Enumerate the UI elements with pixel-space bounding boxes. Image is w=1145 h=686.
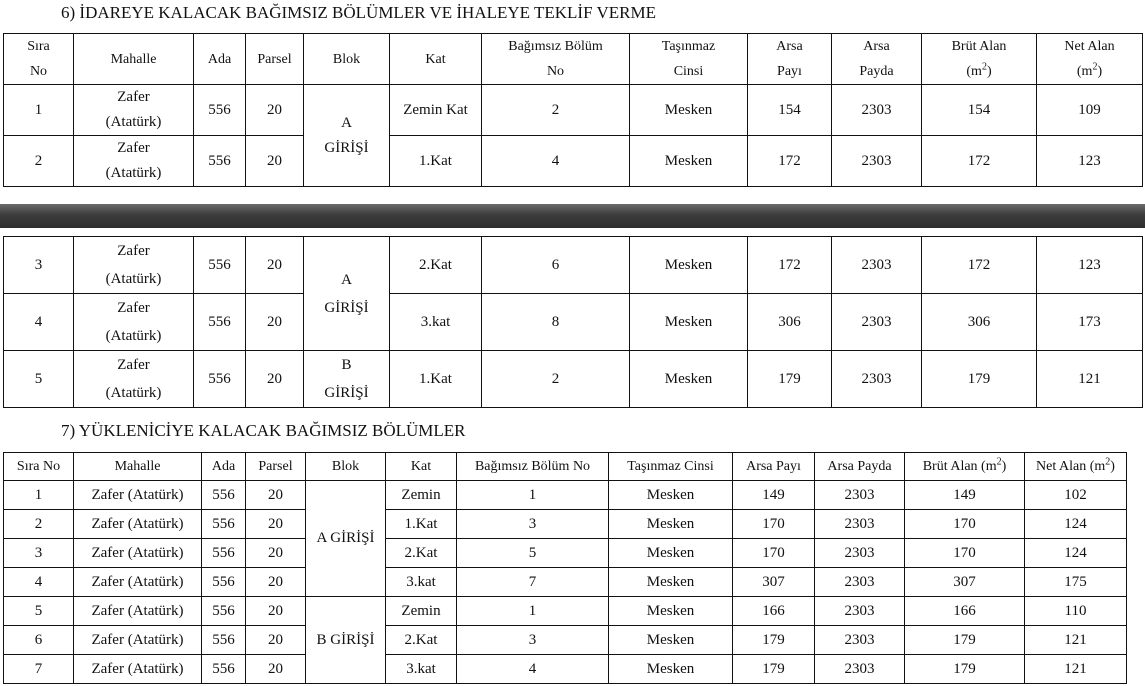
cell-mahalle: Zafer (Atatürk) <box>74 655 202 684</box>
cell-ada: 556 <box>194 237 246 294</box>
table-header-row <box>4 34 1143 85</box>
cell-mahalle: Zafer (Atatürk) <box>74 626 202 655</box>
cell-arsa-payda: 2303 <box>815 597 905 626</box>
section-6-table-part-1 <box>3 33 1143 187</box>
cell-sira: 2 <box>4 510 74 539</box>
cell-brut-alan: 179 <box>905 655 1025 684</box>
cell-cins: Mesken <box>609 626 733 655</box>
cell-bagimsiz-bolum: 3 <box>457 510 609 539</box>
cell-parsel: 20 <box>246 85 304 136</box>
cell-arsa-payi: 179 <box>748 351 832 408</box>
cell-cins: Mesken <box>630 294 748 351</box>
cell-mahalle: Zafer (Atatürk) <box>74 597 202 626</box>
cell-cins: Mesken <box>609 510 733 539</box>
cell-bagimsiz-bolum: 3 <box>457 626 609 655</box>
cell-sira: 1 <box>4 85 74 136</box>
cell-ada: 556 <box>194 85 246 136</box>
col-header-brut-alan: Brüt Alan $(m^2)$ <box>922 34 1037 85</box>
section-6-table-part-2 <box>3 236 1143 408</box>
col-header-sira: Sıra No <box>4 453 74 481</box>
cell-ada: 556 <box>202 539 246 568</box>
cell-parsel: 20 <box>246 294 304 351</box>
cell-sira: 5 <box>4 597 74 626</box>
cell-sira: 4 <box>4 294 74 351</box>
cell-sira: 7 <box>4 655 74 684</box>
cell-blok-a: A GİRİŞİ <box>304 237 390 351</box>
cell-arsa-payda: 2303 <box>832 136 922 187</box>
cell-brut-alan: 306 <box>922 294 1037 351</box>
cell-arsa-payi: 307 <box>733 568 815 597</box>
cell-blok-a: A GİRİŞİ <box>306 481 386 597</box>
section-6-title: 6) İDAREYE KALACAK BAĞIMSIZ BÖLÜMLER VE İHALEYE TEKLİF VERME <box>61 3 656 22</box>
col-header-bagimsiz-bolum: Bağımsız Bölüm No <box>457 453 609 481</box>
cell-cins: Mesken <box>609 568 733 597</box>
cell-arsa-payi: 179 <box>733 626 815 655</box>
cell-ada: 556 <box>194 294 246 351</box>
col-header-arsa-payda: Arsa Payda <box>815 453 905 481</box>
cell-net-alan: 109 <box>1037 85 1143 136</box>
cell-bagimsiz-bolum: 2 <box>482 85 630 136</box>
cell-arsa-payi: 179 <box>733 655 815 684</box>
cell-cins: Mesken <box>630 85 748 136</box>
table-row <box>4 294 1143 351</box>
cell-brut-alan: 307 <box>905 568 1025 597</box>
table-row <box>4 655 1127 684</box>
cell-arsa-payi: 166 <box>733 597 815 626</box>
col-header-ada: Ada <box>194 34 246 85</box>
table-row <box>4 510 1127 539</box>
cell-mahalle: Zafer (Atatürk) <box>74 85 194 136</box>
cell-mahalle: Zafer (Atatürk) <box>74 568 202 597</box>
col-header-ada: Ada <box>202 453 246 481</box>
cell-net-alan: 121 <box>1037 351 1143 408</box>
cell-ada: 556 <box>202 655 246 684</box>
col-header-bagimsiz-bolum: Bağımsız Bölüm No <box>482 34 630 85</box>
col-header-blok: Blok <box>306 453 386 481</box>
cell-bagimsiz-bolum: 4 <box>482 136 630 187</box>
cell-net-alan: 124 <box>1025 510 1127 539</box>
cell-arsa-payi: 154 <box>748 85 832 136</box>
col-header-kat: Kat <box>386 453 457 481</box>
table-row <box>4 481 1127 510</box>
cell-net-alan: 102 <box>1025 481 1127 510</box>
cell-parsel: 20 <box>246 655 306 684</box>
cell-parsel: 20 <box>246 136 304 187</box>
cell-mahalle: Zafer (Atatürk) <box>74 481 202 510</box>
col-header-arsa-payi: Arsa Payı <box>748 34 832 85</box>
cell-parsel: 20 <box>246 539 306 568</box>
cell-bagimsiz-bolum: 2 <box>482 351 630 408</box>
cell-blok-a: A GİRİŞİ <box>304 85 390 187</box>
col-header-arsa-payda: Arsa Payda <box>832 34 922 85</box>
cell-brut-alan: 170 <box>905 510 1025 539</box>
cell-brut-alan: 179 <box>922 351 1037 408</box>
col-header-tasinmaz-cinsi: Taşınmaz Cinsi <box>630 34 748 85</box>
cell-arsa-payi: 170 <box>733 510 815 539</box>
cell-kat: Zemin <box>386 597 457 626</box>
section-7-table <box>3 452 1127 684</box>
cell-parsel: 20 <box>246 568 306 597</box>
cell-brut-alan: 149 <box>905 481 1025 510</box>
cell-net-alan: 121 <box>1025 626 1127 655</box>
cell-bagimsiz-bolum: 1 <box>457 597 609 626</box>
cell-arsa-payda: 2303 <box>815 655 905 684</box>
cell-kat: 2.Kat <box>386 539 457 568</box>
cell-arsa-payi: 172 <box>748 237 832 294</box>
cell-mahalle: Zafer (Atatürk) <box>74 539 202 568</box>
cell-parsel: 20 <box>246 626 306 655</box>
cell-arsa-payda: 2303 <box>832 294 922 351</box>
cell-mahalle: Zafer (Atatürk) <box>74 351 194 408</box>
cell-brut-alan: 172 <box>922 237 1037 294</box>
cell-parsel: 20 <box>246 237 304 294</box>
cell-sira: 6 <box>4 626 74 655</box>
col-header-parsel: Parsel <box>246 453 306 481</box>
col-header-parsel: Parsel <box>246 34 304 85</box>
cell-ada: 556 <box>202 481 246 510</box>
cell-kat: 1.Kat <box>390 351 482 408</box>
cell-parsel: 20 <box>246 510 306 539</box>
cell-sira: 3 <box>4 237 74 294</box>
col-header-mahalle: Mahalle <box>74 453 202 481</box>
cell-mahalle: Zafer (Atatürk) <box>74 136 194 187</box>
col-header-brut-alan: Brüt Alan $(m^2)$ <box>905 453 1025 481</box>
cell-net-alan: 110 <box>1025 597 1127 626</box>
cell-blok-b: B GİRİŞİ <box>304 351 390 408</box>
cell-net-alan: 173 <box>1037 294 1143 351</box>
cell-parsel: 20 <box>246 481 306 510</box>
cell-kat: 1.Kat <box>390 136 482 187</box>
cell-brut-alan: 154 <box>922 85 1037 136</box>
cell-cins: Mesken <box>609 481 733 510</box>
cell-parsel: 20 <box>246 597 306 626</box>
col-header-blok: Blok <box>304 34 390 85</box>
cell-arsa-payi: 170 <box>733 539 815 568</box>
cell-bagimsiz-bolum: 8 <box>482 294 630 351</box>
table-row <box>4 136 1143 187</box>
cell-parsel: 20 <box>246 351 304 408</box>
table-row <box>4 597 1127 626</box>
cell-brut-alan: 170 <box>905 539 1025 568</box>
cell-arsa-payda: 2303 <box>832 351 922 408</box>
cell-mahalle: Zafer (Atatürk) <box>74 237 194 294</box>
cell-kat: Zemin Kat <box>390 85 482 136</box>
cell-kat: 3.kat <box>386 655 457 684</box>
cell-kat: 3.kat <box>390 294 482 351</box>
cell-bagimsiz-bolum: 5 <box>457 539 609 568</box>
cell-ada: 556 <box>202 626 246 655</box>
cell-mahalle: Zafer (Atatürk) <box>74 294 194 351</box>
col-header-arsa-payi: Arsa Payı <box>733 453 815 481</box>
cell-brut-alan: 172 <box>922 136 1037 187</box>
cell-ada: 556 <box>202 568 246 597</box>
cell-net-alan: 123 <box>1037 136 1143 187</box>
cell-net-alan: 123 <box>1037 237 1143 294</box>
cell-arsa-payda: 2303 <box>815 539 905 568</box>
col-header-net-alan: Net Alan $(m^2)$ <box>1037 34 1143 85</box>
cell-arsa-payda: 2303 <box>815 481 905 510</box>
cell-sira: 2 <box>4 136 74 187</box>
cell-cins: Mesken <box>609 655 733 684</box>
cell-cins: Mesken <box>609 539 733 568</box>
col-header-mahalle: Mahalle <box>74 34 194 85</box>
cell-brut-alan: 179 <box>905 626 1025 655</box>
cell-kat: 1.Kat <box>386 510 457 539</box>
cell-cins: Mesken <box>630 136 748 187</box>
cell-arsa-payda: 2303 <box>815 510 905 539</box>
table-row <box>4 539 1127 568</box>
col-header-sira: Sıra No <box>4 34 74 85</box>
cell-net-alan: 121 <box>1025 655 1127 684</box>
cell-kat: 3.kat <box>386 568 457 597</box>
cell-ada: 556 <box>202 510 246 539</box>
cell-arsa-payda: 2303 <box>815 626 905 655</box>
cell-arsa-payda: 2303 <box>832 237 922 294</box>
cell-kat: 2.Kat <box>390 237 482 294</box>
cell-arsa-payi: 306 <box>748 294 832 351</box>
cell-sira: 1 <box>4 481 74 510</box>
cell-sira: 5 <box>4 351 74 408</box>
cell-arsa-payi: 149 <box>733 481 815 510</box>
cell-kat: Zemin <box>386 481 457 510</box>
cell-sira: 3 <box>4 539 74 568</box>
cell-bagimsiz-bolum: 1 <box>457 481 609 510</box>
cell-bagimsiz-bolum: 4 <box>457 655 609 684</box>
cell-arsa-payda: 2303 <box>815 568 905 597</box>
cell-brut-alan: 166 <box>905 597 1025 626</box>
col-header-kat: Kat <box>390 34 482 85</box>
page-break-divider <box>0 204 1145 228</box>
table-row <box>4 351 1143 408</box>
cell-cins: Mesken <box>609 597 733 626</box>
cell-net-alan: 175 <box>1025 568 1127 597</box>
cell-sira: 4 <box>4 568 74 597</box>
table-row <box>4 568 1127 597</box>
table-row <box>4 626 1127 655</box>
cell-mahalle: Zafer (Atatürk) <box>74 510 202 539</box>
cell-ada: 556 <box>194 136 246 187</box>
cell-ada: 556 <box>194 351 246 408</box>
cell-kat: 2.Kat <box>386 626 457 655</box>
table-row <box>4 85 1143 136</box>
section-7-title: 7) YÜKLENİCİYE KALACAK BAĞIMSIZ BÖLÜMLER <box>61 421 466 440</box>
col-header-tasinmaz-cinsi: Taşınmaz Cinsi <box>609 453 733 481</box>
table-header-row <box>4 453 1127 481</box>
col-header-net-alan: Net Alan $(m^2)$ <box>1025 453 1127 481</box>
cell-cins: Mesken <box>630 351 748 408</box>
cell-blok-b: B GİRİŞİ <box>306 597 386 684</box>
table-row <box>4 237 1143 294</box>
cell-cins: Mesken <box>630 237 748 294</box>
cell-bagimsiz-bolum: 6 <box>482 237 630 294</box>
cell-arsa-payi: 172 <box>748 136 832 187</box>
cell-bagimsiz-bolum: 7 <box>457 568 609 597</box>
cell-ada: 556 <box>202 597 246 626</box>
cell-net-alan: 124 <box>1025 539 1127 568</box>
cell-arsa-payda: 2303 <box>832 85 922 136</box>
